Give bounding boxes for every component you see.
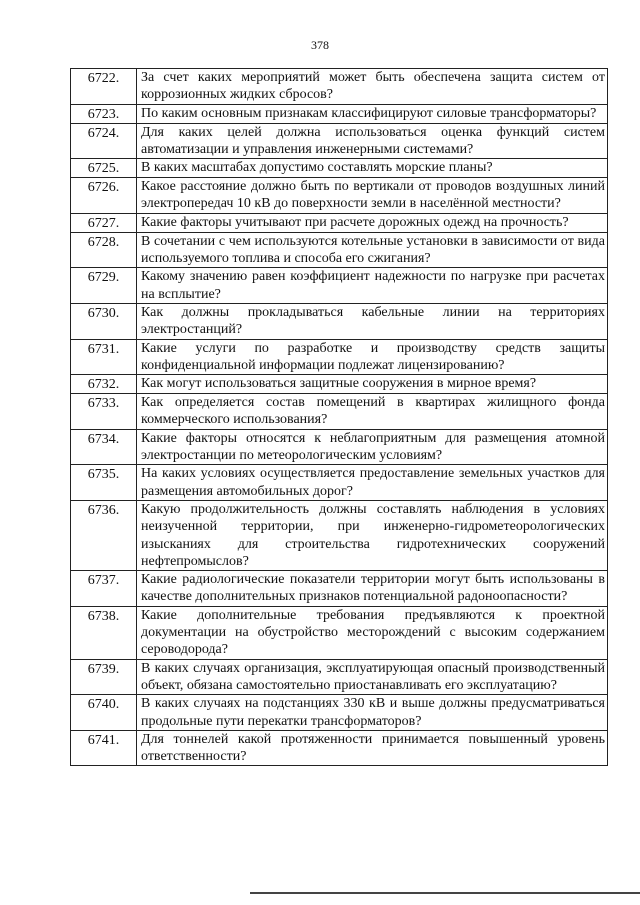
- question-number: 6741.: [71, 730, 137, 766]
- question-number: 6727.: [71, 213, 137, 232]
- question-text: Какое расстояние должно быть по вертикали от проводов воздушных линий электропередач 10 кВ до поверхности земли в населённой местности?: [137, 178, 608, 214]
- question-number: 6735.: [71, 465, 137, 501]
- question-number: 6722.: [71, 69, 137, 105]
- table-row: [71, 500, 608, 570]
- question-number: 6738.: [71, 606, 137, 659]
- question-number: 6733.: [71, 394, 137, 430]
- table-row: [71, 429, 608, 465]
- question-number: 6734.: [71, 429, 137, 465]
- question-text: В каких случаях организация, эксплуатирующая опасный производственный объект, обязана самостоятельно приостанавливать его эксплуатацию?: [137, 659, 608, 695]
- question-text: В каких случаях на подстанциях 330 кВ и выше должны предусматриваться продольные пути перекатки трансформаторов?: [137, 695, 608, 731]
- scan-edge-line: [250, 892, 640, 894]
- question-text: Какие дополнительные требования предъявляются к проектной документации на обустройство месторождений с высоким содержанием сероводорода?: [137, 606, 608, 659]
- table-row: [71, 213, 608, 232]
- table-row: [71, 123, 608, 159]
- table-row: [71, 232, 608, 268]
- question-number: 6726.: [71, 178, 137, 214]
- question-number: 6725.: [71, 159, 137, 178]
- question-text: В каких масштабах допустимо составлять морские планы?: [137, 159, 608, 178]
- question-text: По каким основным признакам классифицируют силовые трансформаторы?: [137, 104, 608, 123]
- question-number: 6728.: [71, 232, 137, 268]
- question-number: 6739.: [71, 659, 137, 695]
- page-number: 378: [311, 38, 329, 52]
- question-text: Какие услуги по разработке и производству средств защиты конфиденциальной информации подлежат лицензированию?: [137, 339, 608, 375]
- question-text: В сочетании с чем используются котельные установки в зависимости от вида используемого топлива и способа его сжигания?: [137, 232, 608, 268]
- question-text: Какую продолжительность должны составлять наблюдения в условиях неизученной территории, при инженерно-гидрометеорологических изысканиях для строительства гидротехнических сооружений нефтепромыслов?: [137, 500, 608, 570]
- question-number: 6729.: [71, 268, 137, 304]
- question-text: За счет каких мероприятий может быть обеспечена защита систем от коррозионных жидких сбросов?: [137, 69, 608, 105]
- table-row: [71, 69, 608, 105]
- table-row: [71, 303, 608, 339]
- question-text: Какому значению равен коэффициент надежности по нагрузке при расчетах на всплытие?: [137, 268, 608, 304]
- question-text: Как могут использоваться защитные сооружения в мирное время?: [137, 375, 608, 394]
- questions-table: [70, 68, 608, 766]
- question-number: 6740.: [71, 695, 137, 731]
- questions-table-body: [71, 69, 608, 766]
- table-row: [71, 394, 608, 430]
- question-text: Для тоннелей какой протяженности принимается повышенный уровень ответственности?: [137, 730, 608, 766]
- table-row: [71, 606, 608, 659]
- question-text: Как должны прокладываться кабельные линии на территориях электростанций?: [137, 303, 608, 339]
- table-row: [71, 339, 608, 375]
- question-text: Как определяется состав помещений в квартирах жилищного фонда коммерческого использования?: [137, 394, 608, 430]
- table-row: [71, 268, 608, 304]
- question-text: Какие факторы учитывают при расчете дорожных одежд на прочность?: [137, 213, 608, 232]
- question-number: 6723.: [71, 104, 137, 123]
- question-number: 6730.: [71, 303, 137, 339]
- table-row: [71, 465, 608, 501]
- question-number: 6732.: [71, 375, 137, 394]
- table-row: [71, 571, 608, 607]
- table-row: [71, 159, 608, 178]
- question-number: 6737.: [71, 571, 137, 607]
- question-text: Для каких целей должна использоваться оценка функций систем автоматизации и управления инженерными системами?: [137, 123, 608, 159]
- question-text: Какие радиологические показатели территории могут быть использованы в качестве дополнительных признаков потенциальной радоноопасности?: [137, 571, 608, 607]
- table-row: [71, 104, 608, 123]
- question-number: 6731.: [71, 339, 137, 375]
- question-text: Какие факторы относятся к неблагоприятным для размещения атомной электростанции по метеорологическим условиям?: [137, 429, 608, 465]
- table-row: [71, 178, 608, 214]
- question-text: На каких условиях осуществляется предоставление земельных участков для размещения автомобильных дорог?: [137, 465, 608, 501]
- table-row: [71, 659, 608, 695]
- question-number: 6724.: [71, 123, 137, 159]
- table-row: [71, 375, 608, 394]
- question-number: 6736.: [71, 500, 137, 570]
- table-row: [71, 730, 608, 766]
- table-row: [71, 695, 608, 731]
